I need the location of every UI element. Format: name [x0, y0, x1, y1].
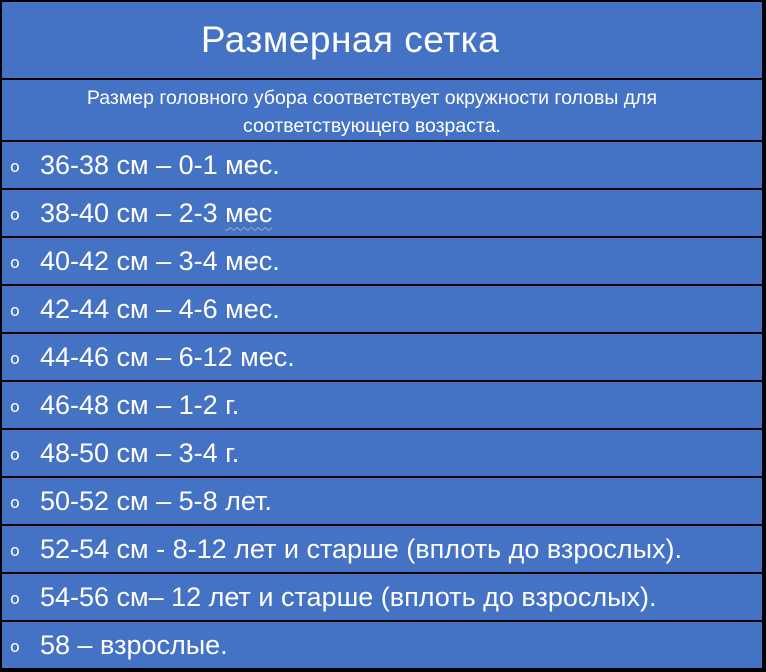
size-row-text: 48-50 см – 3-4 г. — [40, 437, 240, 468]
size-row-text: 38-40 см – 2-3 мес — [40, 197, 273, 228]
size-row — [2, 238, 762, 284]
size-row — [2, 382, 762, 428]
bullet-icon: o — [10, 300, 20, 320]
bullet-icon: o — [10, 204, 20, 224]
bullet-icon: o — [10, 396, 20, 416]
size-row — [2, 526, 762, 572]
page-title: Размерная сетка — [200, 19, 500, 60]
bullet-icon: o — [10, 252, 20, 272]
title-cell — [2, 2, 762, 78]
size-row — [2, 478, 762, 524]
bullet-icon: o — [10, 444, 20, 464]
bullet-icon: o — [10, 492, 20, 512]
size-row — [2, 430, 762, 476]
spellcheck-word: мес — [225, 197, 273, 228]
size-row-text: 36-38 см – 0-1 мес. — [40, 149, 280, 180]
subtitle-cell — [2, 80, 762, 140]
size-row — [2, 334, 762, 380]
size-row — [2, 190, 762, 236]
subtitle-line-2: соответствующего возраста. — [243, 115, 501, 137]
bullet-icon: o — [10, 636, 20, 656]
size-row-text: 40-42 см – 3-4 мес. — [40, 245, 280, 276]
subtitle-line-1: Размер головного убора соответствует окружности головы для — [86, 87, 658, 109]
size-row — [2, 142, 762, 188]
size-row — [2, 574, 762, 620]
size-row-text: 54-56 см– 12 лет и старше (вплоть до взрослых). — [40, 581, 657, 612]
size-row-text: 50-52 см – 5-8 лет. — [40, 485, 272, 516]
size-row-text: 44-46 см – 6-12 мес. — [40, 341, 295, 372]
size-row — [2, 286, 762, 332]
bullet-icon: o — [10, 156, 20, 176]
size-row — [2, 622, 762, 668]
bullet-icon: o — [10, 588, 20, 608]
size-row-text: 52-54 см - 8-12 лет и старше (вплоть до взрослых). — [40, 533, 683, 564]
size-row-text: 42-44 см – 4-6 мес. — [40, 293, 280, 324]
size-row-text: 46-48 см – 1-2 г. — [40, 389, 240, 420]
bullet-icon: o — [10, 540, 20, 560]
size-row-text: 58 – взрослые. — [40, 629, 228, 660]
bullet-icon: o — [10, 348, 20, 368]
